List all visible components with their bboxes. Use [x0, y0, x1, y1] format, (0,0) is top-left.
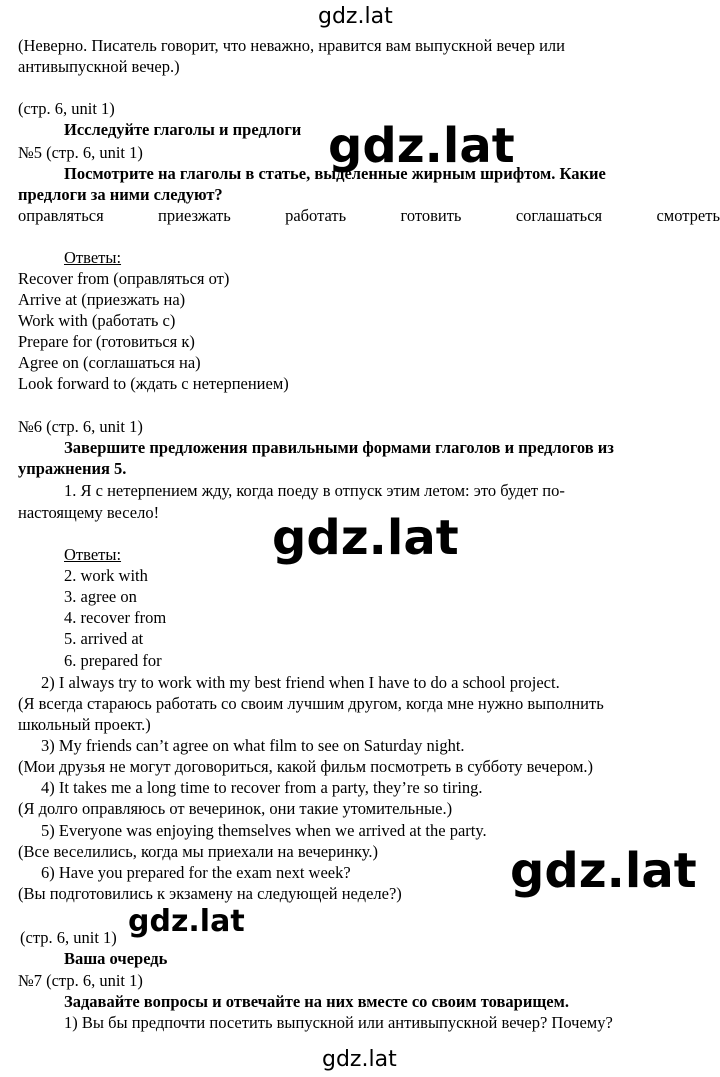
exercise-task: Завершите предложения правильными формами глаголов и предлогов из [64, 438, 614, 457]
answer-item: Look forward to (ждать с нетерпением) [18, 374, 289, 393]
answer-item: Work with (работать с) [18, 311, 176, 330]
section-heading: Ваша очередь [64, 949, 168, 968]
sentence-ru: школьный проект.) [18, 715, 151, 734]
exercise-number: №5 (стр. 6, unit 1) [18, 143, 143, 162]
verb-item: оправляться [18, 206, 104, 225]
question-item: 1) Вы бы предпочти посетить выпускной или антивыпускной вечер? Почему? [64, 1013, 613, 1032]
verb-item: приезжать [158, 206, 231, 225]
sentence-ru: (Все веселились, когда мы приехали на вечеринку.) [18, 842, 378, 861]
exercise-number: №7 (стр. 6, unit 1) [18, 971, 143, 990]
answer-item: 6. prepared for [64, 651, 162, 670]
sentence-en: 6) Have you prepared for the exam next week? [41, 863, 351, 882]
sentence-ru: (Я всегда стараюсь работать со своим лучшим другом, когда мне нужно выполнить [18, 694, 604, 713]
watermark-medium: gdz.lat [128, 904, 245, 939]
answer-item: Arrive at (приезжать на) [18, 290, 186, 309]
section-ref: (стр. 6, unit 1) [20, 928, 117, 947]
watermark-bottom: gdz.lat [322, 1047, 397, 1072]
answer-item: Agree on (соглашаться на) [18, 353, 201, 372]
sentence-ru: (Мои друзья не могут договориться, какой фильм посмотреть в субботу вечером.) [18, 757, 594, 776]
verb-item: готовить [400, 206, 462, 225]
verb-item: смотреть [656, 206, 720, 225]
verb-item: работать [285, 206, 347, 225]
watermark-large: gdz.lat [272, 510, 459, 566]
answers-label: Ответы: [64, 248, 122, 267]
exercise-task: упражнения 5. [18, 459, 127, 478]
watermark-large: gdz.lat [510, 843, 697, 899]
sentence-en: 4) It takes me a long time to recover from a party, they’re so tiring. [41, 778, 483, 797]
section-ref: (стр. 6, unit 1) [18, 99, 115, 118]
intro-line: (Неверно. Писатель говорит, что неважно, нравится вам выпускной вечер или [18, 36, 565, 55]
exercise-task: Посмотрите на глаголы в статье, выделенные жирным шрифтом. Какие [64, 164, 606, 183]
watermark-large: gdz.lat [328, 118, 515, 174]
sentence-en: 3) My friends can’t agree on what film to see on Saturday night. [41, 736, 465, 755]
verb-item: соглашаться [515, 206, 603, 225]
intro-line: антивыпускной вечер.) [18, 57, 180, 76]
answer-item: Recover from (оправляться от) [18, 269, 230, 288]
answer-item: 4. recover from [64, 608, 167, 627]
sentence-ru: (Вы подготовились к экзамену на следующей неделе?) [18, 884, 402, 903]
verb-list [18, 206, 720, 226]
exercise-task: Задавайте вопросы и отвечайте на них вместе со своим товарищем. [64, 992, 569, 1011]
example-line: настоящему весело! [18, 503, 160, 522]
exercise-task: предлоги за ними следуют? [18, 185, 223, 204]
answer-item: Prepare for (готовиться к) [18, 332, 195, 351]
sentence-en: 5) Everyone was enjoying themselves when we arrived at the party. [41, 821, 487, 840]
section-heading: Исследуйте глаголы и предлоги [64, 120, 302, 139]
answer-item: 2. work with [64, 566, 148, 585]
exercise-number: №6 (стр. 6, unit 1) [18, 417, 143, 436]
sentence-en: 2) I always try to work with my best friend when I have to do a school project. [41, 673, 560, 692]
sentence-ru: (Я долго оправляюсь от вечеринок, они такие утомительные.) [18, 799, 453, 818]
answer-item: 3. agree on [64, 587, 137, 606]
watermark-top: gdz.lat [318, 4, 393, 29]
example-line: 1. Я с нетерпением жду, когда поеду в отпуск этим летом: это будет по- [64, 481, 565, 500]
answer-item: 5. arrived at [64, 629, 144, 648]
answers-label: Ответы: [64, 545, 122, 564]
